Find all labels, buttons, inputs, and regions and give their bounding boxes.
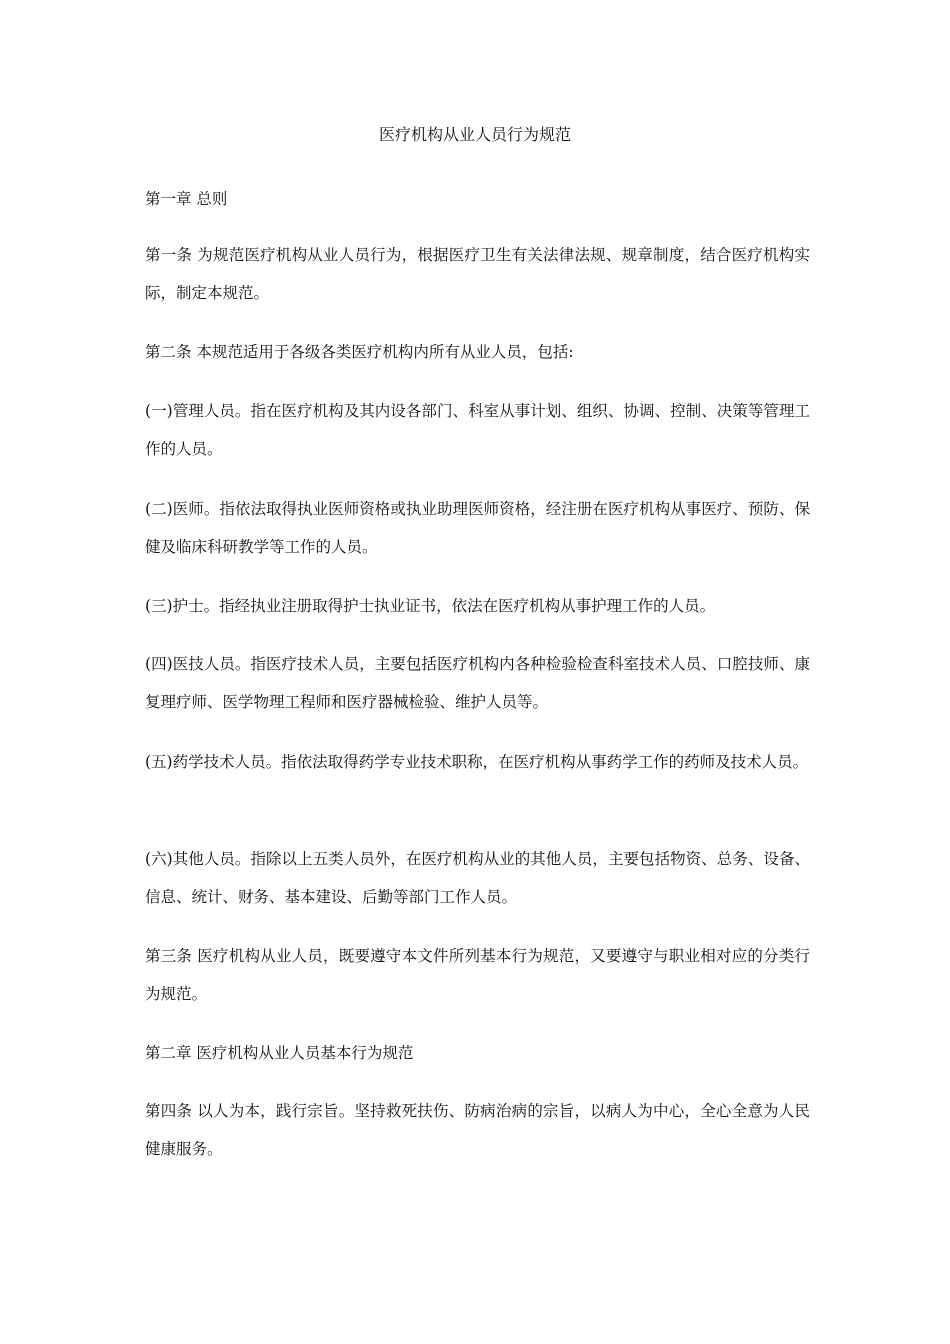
article-paragraph: 第三条 医疗机构从业人员，既要遵守本文件所列基本行为规范，又要遵守与职业相对应的分类行为规范。 bbox=[145, 947, 810, 1003]
list-item-paragraph: (四)医技人员。指医疗技术人员，主要包括医疗机构内各种检验检查科室技术人员、口腔技师、康复理疗师、医学物理工程师和医疗器械检验、维护人员等。 bbox=[145, 655, 810, 711]
document-title: 医疗机构从业人员行为规范 bbox=[378, 125, 571, 144]
article-paragraph: 第二条 本规范适用于各级各类医疗机构内所有从业人员，包括: bbox=[145, 343, 574, 361]
chapter-heading: 第二章 医疗机构从业人员基本行为规范 bbox=[145, 1044, 414, 1062]
article-paragraph: 第一条 为规范医疗机构从业人员行为，根据医疗卫生有关法律法规、规章制度，结合医疗机构实际，制定本规范。 bbox=[145, 246, 810, 302]
chapter-heading: 第一章 总则 bbox=[145, 190, 228, 208]
list-item-paragraph: (一)管理人员。指在医疗机构及其内设各部门、科室从事计划、组织、协调、控制、决策等管理工作的人员。 bbox=[145, 402, 810, 458]
list-item-paragraph: (二)医师。指依法取得执业医师资格或执业助理医师资格，经注册在医疗机构从事医疗、预防、保健及临床科研教学等工作的人员。 bbox=[145, 500, 810, 556]
list-item-paragraph: (五)药学技术人员。指依法取得药学专业技术职称，在医疗机构从事药学工作的药师及技术人员。 bbox=[145, 753, 809, 771]
list-item-paragraph: (三)护士。指经执业注册取得护士执业证书，依法在医疗机构从事护理工作的人员。 bbox=[145, 597, 716, 615]
list-item-paragraph: (六)其他人员。指除以上五类人员外，在医疗机构从业的其他人员，主要包括物资、总务、设备、信息、统计、财务、基本建设、后勤等部门工作人员。 bbox=[145, 850, 810, 906]
article-paragraph: 第四条 以人为本，践行宗旨。坚持救死扶伤、防病治病的宗旨，以病人为中心，全心全意为人民健康服务。 bbox=[145, 1102, 810, 1158]
